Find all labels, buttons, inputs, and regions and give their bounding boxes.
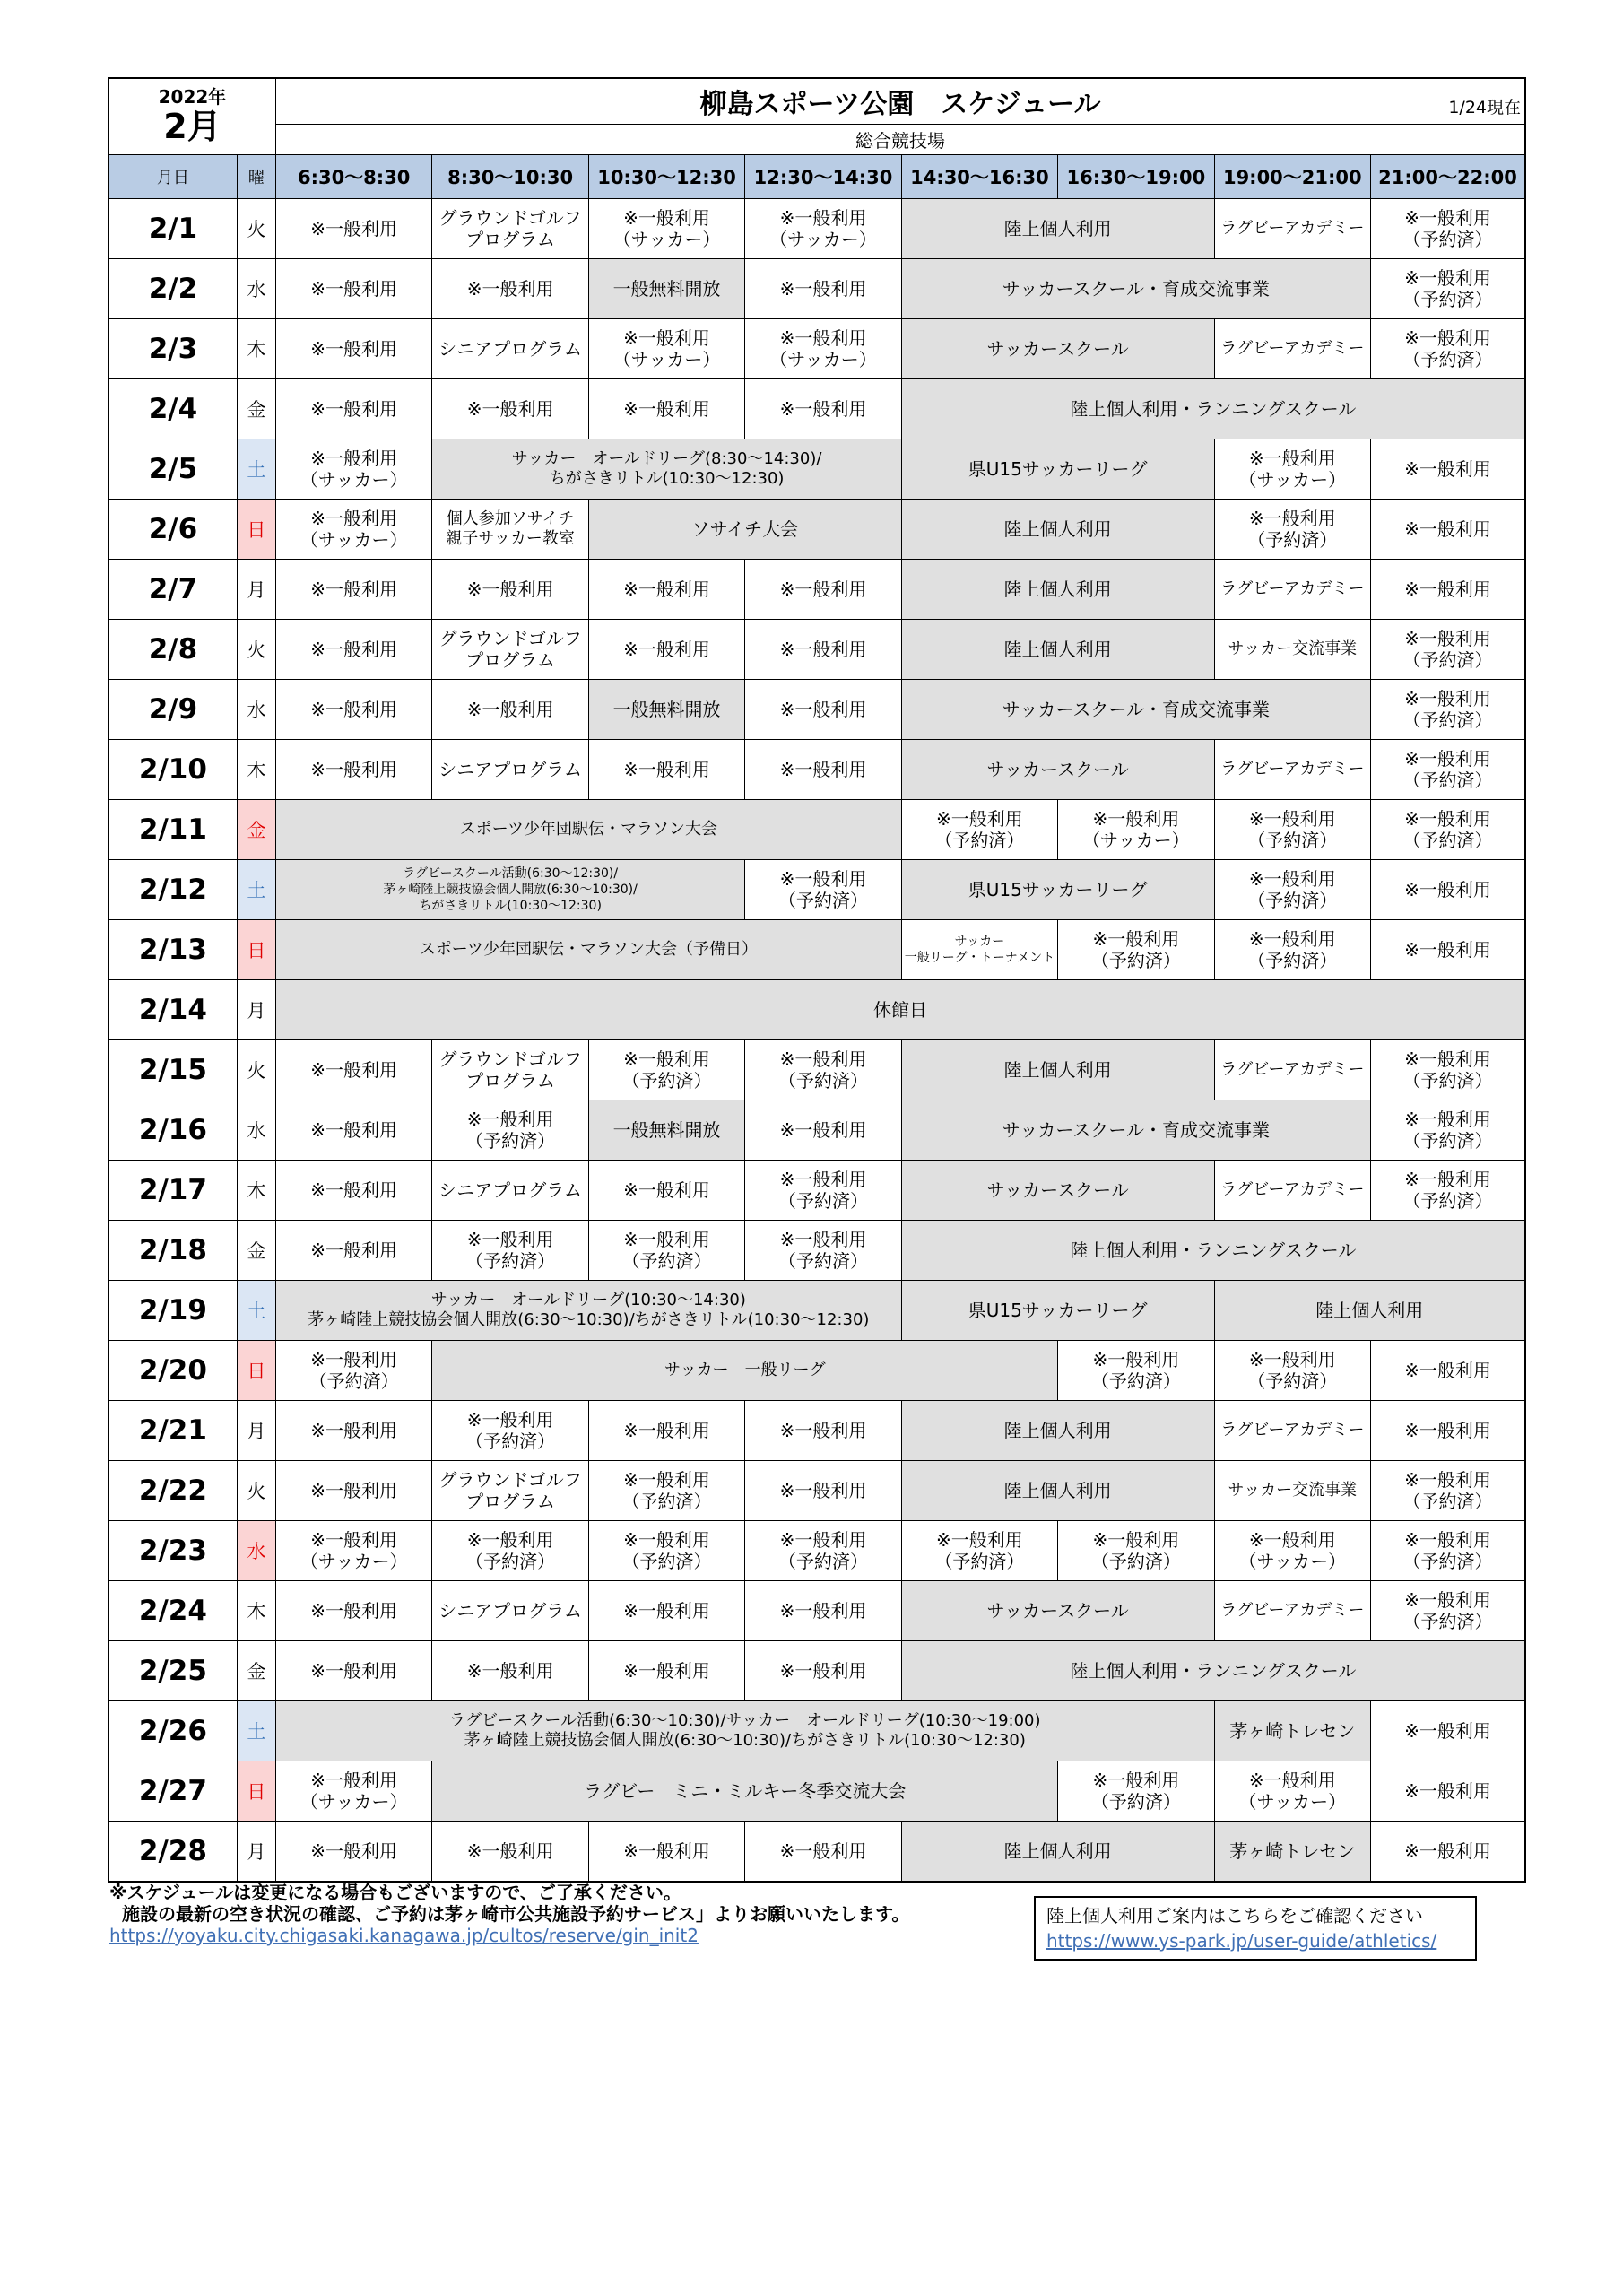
slot-cell: ※一般利用 [275,1401,431,1461]
slot-cell: ラグビーアカデミー [1214,740,1370,800]
slot-cell: ※一般利用 [432,680,588,740]
weekday-cell: 日 [237,920,275,980]
schedule-row [108,1341,1525,1401]
slot-cell: ※一般利用 [275,1641,431,1701]
col-slot-header: 10:30～12:30 [588,155,744,199]
weekday-cell: 水 [237,680,275,740]
schedule-row [108,1281,1525,1341]
slot-cell: ソサイチ大会 [588,500,901,560]
date-cell: 2/22 [108,1461,237,1521]
slot-cell: ※一般利用 （サッカー） [588,199,744,259]
slot-cell: ※一般利用 （サッカー） [275,1761,431,1822]
slot-cell: ※一般利用 [745,1461,901,1521]
slot-cell: ※一般利用 [745,560,901,620]
weekday-cell: 土 [237,860,275,920]
weekday-cell: 木 [237,1161,275,1221]
slot-cell: 一般無料開放 [588,259,744,319]
reservation-link[interactable]: https://yoyaku.city.chigasaki.kanagawa.jp/cultos/reserve/gin_init2 [109,1925,699,1946]
slot-cell: ラグビー ミニ・ミルキー冬季交流大会 [432,1761,1058,1822]
slot-cell: ラグビーアカデミー [1214,560,1370,620]
athletics-info-text: 陸上個人利用ご案内はこちらをご確認ください [1046,1905,1423,1926]
month-label: 2月 [163,107,221,146]
date-cell: 2/24 [108,1581,237,1641]
column-header-row [108,155,1525,199]
as-of-date: 1/24現在 [1448,97,1521,117]
weekday-cell: 土 [237,1701,275,1761]
slot-cell: 陸上個人利用 [901,1040,1214,1100]
slot-cell: ラグビーアカデミー [1214,1581,1370,1641]
slot-cell: ※一般利用 （予約済） [1371,1100,1525,1161]
slot-cell: ※一般利用 [588,560,744,620]
slot-cell: 陸上個人利用 [901,500,1214,560]
slot-cell: 県U15サッカーリーグ [901,1281,1214,1341]
slot-cell: ※一般利用 （サッカー） [745,199,901,259]
weekday-cell: 木 [237,740,275,800]
slot-cell: ※一般利用 [588,740,744,800]
schedule-row [108,740,1525,800]
slot-cell: ※一般利用 [275,1581,431,1641]
slot-cell: ※一般利用 （予約済） [1214,920,1370,980]
slot-cell: ※一般利用 [432,259,588,319]
schedule-row [108,920,1525,980]
slot-cell: ※一般利用 （サッカー） [275,500,431,560]
weekday-cell: 月 [237,1822,275,1883]
slot-cell: ※一般利用 [745,680,901,740]
weekday-cell: 土 [237,1281,275,1341]
slot-cell: グラウンドゴルフ プログラム [432,1040,588,1100]
date-cell: 2/17 [108,1161,237,1221]
slot-cell: ※一般利用 （予約済） [1058,1521,1214,1581]
slot-cell: ※一般利用 [588,1641,744,1701]
slot-cell: サッカースクール [901,1581,1214,1641]
schedule-row [108,1701,1525,1761]
slot-cell: サッカースクール [901,1161,1214,1221]
schedule-row [108,199,1525,259]
schedule-row [108,1521,1525,1581]
note-reservation: 施設の最新の空き状況の確認、ご予約は茅ヶ崎市公共施設予約サービス」よりお願いいたします。 [122,1903,910,1925]
schedule-row [108,379,1525,439]
date-cell: 2/6 [108,500,237,560]
schedule-row [108,1161,1525,1221]
schedule-row [108,620,1525,680]
slot-cell: ※一般利用 [275,680,431,740]
schedule-row [108,319,1525,379]
slot-cell: ※一般利用 [432,560,588,620]
slot-cell: ※一般利用 [275,1221,431,1281]
weekday-cell: 火 [237,199,275,259]
slot-cell: ※一般利用 （予約済） [901,1521,1057,1581]
slot-cell: ※一般利用 （予約済） [1214,1341,1370,1401]
slot-cell: シニアプログラム [432,740,588,800]
date-cell: 2/13 [108,920,237,980]
weekday-cell: 火 [237,1461,275,1521]
date-cell: 2/26 [108,1701,237,1761]
schedule-table [108,77,1526,1883]
weekday-cell: 日 [237,1761,275,1822]
slot-cell: 茅ヶ崎トレセン [1214,1701,1370,1761]
weekday-cell: 土 [237,439,275,500]
date-cell: 2/4 [108,379,237,439]
slot-cell: 陸上個人利用 [1214,1281,1525,1341]
slot-cell: ※一般利用 [275,199,431,259]
athletics-info-box [1034,1896,1477,1961]
slot-cell: サッカースクール・育成交流事業 [901,680,1370,740]
weekday-cell: 金 [237,1221,275,1281]
slot-cell: 県U15サッカーリーグ [901,439,1214,500]
slot-cell: ※一般利用 [588,620,744,680]
date-cell: 2/8 [108,620,237,680]
slot-cell: サッカースクール・育成交流事業 [901,259,1370,319]
weekday-cell: 水 [237,1100,275,1161]
slot-cell: シニアプログラム [432,1581,588,1641]
weekday-cell: 金 [237,1641,275,1701]
slot-cell: ラグビーアカデミー [1214,1161,1370,1221]
slot-cell: ※一般利用 （予約済） [901,800,1057,860]
slot-cell: ラグビーアカデミー [1214,1401,1370,1461]
slot-cell: ※一般利用 （予約済） [588,1221,744,1281]
slot-cell: ※一般利用 （予約済） [745,1221,901,1281]
weekday-cell: 金 [237,800,275,860]
slot-cell: ※一般利用 [745,1581,901,1641]
slot-cell: ※一般利用 （予約済） [745,1161,901,1221]
date-cell: 2/11 [108,800,237,860]
slot-cell: ※一般利用 [1371,439,1525,500]
slot-cell: ※一般利用 （予約済） [1371,680,1525,740]
date-cell: 2/28 [108,1822,237,1883]
date-cell: 2/27 [108,1761,237,1822]
date-cell: 2/21 [108,1401,237,1461]
weekday-cell: 月 [237,980,275,1040]
slot-cell: 陸上個人利用・ランニングスクール [901,1221,1525,1281]
slot-cell: 陸上個人利用 [901,1401,1214,1461]
schedule-row [108,680,1525,740]
slot-cell: ※一般利用 （予約済） [432,1401,588,1461]
slot-cell: ※一般利用 [275,560,431,620]
title-cell [275,78,1525,124]
slot-cell: ※一般利用 [745,620,901,680]
schedule-row [108,1822,1525,1883]
slot-cell: ラグビースクール活動(6:30～12:30)/ 茅ヶ崎陸上競技協会個人開放(6:30～10:30)/ ちがさきリトル(10:30～12:30) [275,860,744,920]
notes [109,1882,909,1946]
date-cell: 2/10 [108,740,237,800]
col-weekday-header: 曜 [237,155,275,199]
date-cell: 2/9 [108,680,237,740]
schedule-row [108,1401,1525,1461]
weekday-cell: 木 [237,319,275,379]
date-cell: 2/1 [108,199,237,259]
slot-cell: ※一般利用 （サッカー） [745,319,901,379]
slot-cell: ※一般利用 （予約済） [1058,920,1214,980]
weekday-cell: 水 [237,1521,275,1581]
date-cell: 2/2 [108,259,237,319]
slot-cell: ※一般利用 （予約済） [588,1040,744,1100]
slot-cell: スポーツ少年団駅伝・マラソン大会（予備日） [275,920,901,980]
slot-cell: ※一般利用 （予約済） [745,860,901,920]
col-slot-header: 21:00～22:00 [1371,155,1525,199]
schedule-row [108,1761,1525,1822]
date-cell: 2/5 [108,439,237,500]
slot-cell: ※一般利用 [745,1641,901,1701]
slot-cell: ※一般利用 [432,1641,588,1701]
slot-cell: ラグビースクール活動(6:30～10:30)/サッカー オールドリーグ(10:30～19:00) 茅ヶ崎陸上競技協会個人開放(6:30～10:30)/ちがさきリトル(10:30～12:30) [275,1701,1214,1761]
slot-cell: ※一般利用 （予約済） [432,1521,588,1581]
schedule-row [108,560,1525,620]
slot-cell: ※一般利用 [588,1822,744,1883]
slot-cell: サッカー オールドリーグ(8:30～14:30)/ ちがさきリトル(10:30～12:30) [432,439,901,500]
facility-row [108,124,1525,154]
col-slot-header: 6:30～8:30 [275,155,431,199]
slot-cell: サッカー 一般リーグ・トーナメント [901,920,1057,980]
date-cell: 2/16 [108,1100,237,1161]
weekday-cell: 月 [237,560,275,620]
slot-cell: ※一般利用 （予約済） [1371,1161,1525,1221]
weekday-cell: 木 [237,1581,275,1641]
slot-cell: ※一般利用 [588,1401,744,1461]
weekday-cell: 金 [237,379,275,439]
weekday-cell: 火 [237,620,275,680]
weekday-cell: 月 [237,1401,275,1461]
slot-cell: ※一般利用 [588,1581,744,1641]
year-month-cell [108,78,275,155]
slot-cell: ※一般利用 [275,1040,431,1100]
slot-cell: ※一般利用 （予約済） [588,1461,744,1521]
slot-cell: ※一般利用 [745,740,901,800]
slot-cell: 陸上個人利用 [901,1461,1214,1521]
slot-cell: サッカー 一般リーグ [432,1341,1058,1401]
page-title: 柳島スポーツ公園 スケジュール [699,88,1101,120]
slot-cell: ※一般利用 [275,740,431,800]
slot-cell: ※一般利用 [275,1161,431,1221]
col-slot-header: 16:30～19:00 [1058,155,1214,199]
slot-cell: ※一般利用 （予約済） [1214,800,1370,860]
slot-cell: サッカースクール [901,319,1214,379]
date-cell: 2/12 [108,860,237,920]
date-cell: 2/20 [108,1341,237,1401]
slot-cell: ※一般利用 （予約済） [275,1341,431,1401]
slot-cell: ※一般利用 （サッカー） [1058,800,1214,860]
slot-cell: ※一般利用 [275,319,431,379]
col-date-header: 月日 [108,155,237,199]
slot-cell: 陸上個人利用 [901,1822,1214,1883]
slot-cell: 陸上個人利用 [901,620,1214,680]
schedule-row [108,259,1525,319]
slot-cell: ※一般利用 [1371,1341,1525,1401]
year-label: 2022年 [158,86,227,108]
slot-cell: グラウンドゴルフ プログラム [432,620,588,680]
slot-cell: ラグビーアカデミー [1214,319,1370,379]
slot-cell: サッカー交流事業 [1214,620,1370,680]
slot-cell: ※一般利用 [1371,920,1525,980]
slot-cell: ※一般利用 （予約済） [588,1521,744,1581]
slot-cell: ※一般利用 （予約済） [1214,860,1370,920]
slot-cell: 個人参加ソサイチ 親子サッカー教室 [432,500,588,560]
slot-cell: ※一般利用 （予約済） [432,1221,588,1281]
date-cell: 2/25 [108,1641,237,1701]
slot-cell: ※一般利用 [1371,1701,1525,1761]
slot-cell: 陸上個人利用・ランニングスクール [901,379,1525,439]
col-slot-header: 12:30～14:30 [745,155,901,199]
slot-cell: ※一般利用 （予約済） [1371,800,1525,860]
header-row [108,78,1525,124]
slot-cell: ラグビーアカデミー [1214,1040,1370,1100]
slot-cell: ※一般利用 （予約済） [1371,620,1525,680]
slot-cell: シニアプログラム [432,1161,588,1221]
slot-cell: ※一般利用 [1371,860,1525,920]
schedule-row [108,1040,1525,1100]
slot-cell: ※一般利用 （予約済） [745,1521,901,1581]
slot-cell: ※一般利用 [588,1161,744,1221]
date-cell: 2/15 [108,1040,237,1100]
slot-cell: ※一般利用 [275,379,431,439]
slot-cell: ※一般利用 （サッカー） [1214,439,1370,500]
slot-cell: サッカースクール・育成交流事業 [901,1100,1370,1161]
slot-cell: ※一般利用 （予約済） [1371,199,1525,259]
slot-cell: ※一般利用 （サッカー） [1214,1521,1370,1581]
schedule-row [108,439,1525,500]
date-cell: 2/23 [108,1521,237,1581]
schedule-row [108,500,1525,560]
slot-cell: ※一般利用 [745,1401,901,1461]
slot-cell: ※一般利用 [1371,1761,1525,1822]
slot-cell: ※一般利用 （サッカー） [275,439,431,500]
slot-cell: ※一般利用 （予約済） [1058,1341,1214,1401]
slot-cell: ※一般利用 [1371,500,1525,560]
slot-cell: シニアプログラム [432,319,588,379]
slot-cell: ※一般利用 [432,1822,588,1883]
slot-cell: グラウンドゴルフ プログラム [432,199,588,259]
slot-cell: ※一般利用 [588,379,744,439]
schedule-row [108,1100,1525,1161]
weekday-cell: 火 [237,1040,275,1100]
slot-cell: 県U15サッカーリーグ [901,860,1214,920]
slot-cell: ※一般利用 [275,259,431,319]
schedule-row [108,1641,1525,1701]
slot-cell: 一般無料開放 [588,1100,744,1161]
slot-cell: ※一般利用 （予約済） [1371,1581,1525,1641]
date-cell: 2/19 [108,1281,237,1341]
slot-cell: ※一般利用 （サッカー） [588,319,744,379]
col-slot-header: 14:30～16:30 [901,155,1057,199]
slot-cell: スポーツ少年団駅伝・マラソン大会 [275,800,901,860]
slot-cell: ※一般利用 [745,259,901,319]
slot-cell: ※一般利用 [745,1100,901,1161]
date-cell: 2/7 [108,560,237,620]
slot-cell: ※一般利用 （予約済） [745,1040,901,1100]
slot-cell: サッカースクール [901,740,1214,800]
slot-cell: ※一般利用 [432,379,588,439]
slot-cell: ※一般利用 [1371,1401,1525,1461]
schedule-row [108,980,1525,1040]
date-cell: 2/14 [108,980,237,1040]
slot-cell: ※一般利用 （予約済） [1371,259,1525,319]
athletics-info-link[interactable]: https://www.ys-park.jp/user-guide/athletics/ [1046,1930,1437,1952]
schedule-row [108,1461,1525,1521]
slot-cell: 一般無料開放 [588,680,744,740]
slot-cell: ※一般利用 [1371,560,1525,620]
date-cell: 2/18 [108,1221,237,1281]
slot-cell: ※一般利用 （予約済） [1371,1521,1525,1581]
slot-cell: 陸上個人利用 [901,199,1214,259]
weekday-cell: 日 [237,1341,275,1401]
slot-cell: ※一般利用 [745,1822,901,1883]
slot-cell: ※一般利用 （予約済） [1371,1040,1525,1100]
slot-cell: ※一般利用 （予約済） [432,1100,588,1161]
slot-cell: ※一般利用 （予約済） [1371,740,1525,800]
slot-cell: ※一般利用 [275,620,431,680]
weekday-cell: 水 [237,259,275,319]
col-slot-header: 8:30～10:30 [432,155,588,199]
slot-cell: ※一般利用 （予約済） [1371,1461,1525,1521]
slot-cell: サッカー交流事業 [1214,1461,1370,1521]
col-slot-header: 19:00～21:00 [1214,155,1370,199]
slot-cell: ※一般利用 （予約済） [1058,1761,1214,1822]
slot-cell: グラウンドゴルフ プログラム [432,1461,588,1521]
date-cell: 2/3 [108,319,237,379]
slot-cell: ※一般利用 （予約済） [1214,500,1370,560]
slot-cell: ※一般利用 （予約済） [1371,319,1525,379]
slot-cell: 陸上個人利用・ランニングスクール [901,1641,1525,1701]
slot-cell: ※一般利用 [275,1822,431,1883]
slot-cell: ラグビーアカデミー [1214,199,1370,259]
slot-cell: サッカー オールドリーグ(10:30～14:30) 茅ヶ崎陸上競技協会個人開放(6:30～10:30)/ちがさきリトル(10:30～12:30) [275,1281,901,1341]
schedule-row [108,1221,1525,1281]
slot-cell: ※一般利用 （サッカー） [275,1521,431,1581]
slot-cell: ※一般利用 [1371,1822,1525,1883]
weekday-cell: 日 [237,500,275,560]
schedule-row [108,800,1525,860]
slot-cell: 陸上個人利用 [901,560,1214,620]
note-change: ※スケジュールは変更になる場合もございますので、ご了承ください。 [109,1882,681,1903]
slot-cell: ※一般利用 [275,1461,431,1521]
slot-cell: 茅ヶ崎トレセン [1214,1822,1370,1883]
slot-cell: ※一般利用 [745,379,901,439]
schedule-row [108,860,1525,920]
facility-name: 総合競技場 [275,124,1525,154]
schedule-row [108,1581,1525,1641]
slot-cell: ※一般利用 [275,1100,431,1161]
slot-cell: ※一般利用 （サッカー） [1214,1761,1370,1822]
slot-cell: 休館日 [275,980,1525,1040]
